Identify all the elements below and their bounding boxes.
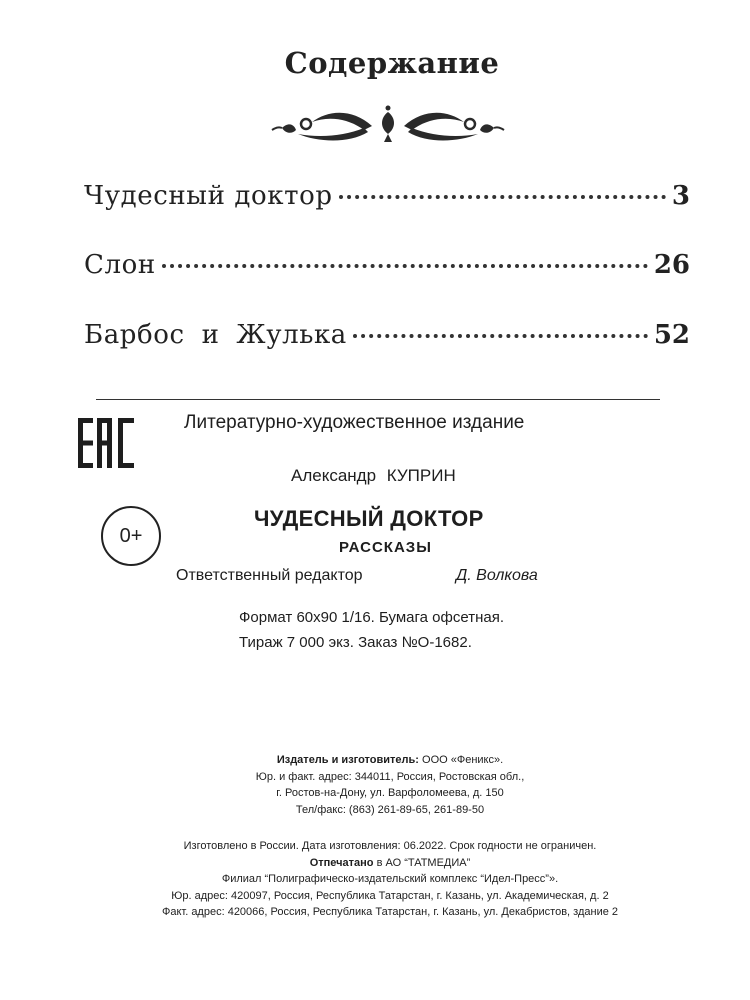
toc-dot-leader	[339, 195, 666, 199]
book-author: Александр КУПРИН	[291, 466, 456, 485]
print-run: Тираж 7 000 экз. Заказ №О-1682.	[239, 634, 472, 651]
publisher-address-1: Юр. и факт. адрес: 344011, Россия, Ростовская обл.,	[255, 770, 525, 783]
publisher-phone: Тел/факс: (863) 261-89-65, 261-89-50	[295, 803, 485, 816]
edition-genre: Литературно-художественное издание	[184, 412, 525, 433]
printer-name: в АО “ТАТМЕДИА”	[376, 856, 471, 869]
toc-entry-page: 26	[653, 250, 690, 280]
manufacture-date-line: Изготовлено в России. Дата изготовления: 06.2022. Срок годности не ограничен.	[183, 840, 597, 852]
publisher-info	[110, 752, 670, 818]
editor-name: Д. Волкова	[456, 567, 538, 584]
book-subtitle: РАССКАЗЫ	[339, 539, 432, 556]
eac-mark-icon	[78, 418, 138, 468]
divider-rule	[96, 399, 660, 400]
toc-entry-title: Чудесный доктор	[84, 181, 333, 211]
printer-legal-address: Юр. адрес: 420097, Россия, Республика Татарстан, г. Казань, ул. Академическая, д. 2	[171, 889, 609, 902]
toc-entry	[84, 181, 690, 221]
manufacture-info	[110, 838, 670, 921]
toc-dot-leader	[353, 334, 648, 338]
contents-heading: Содержание	[284, 46, 500, 80]
toc-dot-leader	[162, 264, 648, 268]
toc-entry-title: Слон	[84, 250, 156, 280]
printer-actual-address: Факт. адрес: 420066, Россия, Республика Татарстан, г. Казань, ул. Декабристов, здание 2	[161, 906, 619, 918]
publisher-label: Издатель и изготовитель:	[276, 754, 419, 766]
publisher-address-2: г. Ростов-на-Дону, ул. Варфоломеева, д. 150	[276, 787, 504, 799]
book-title: ЧУДЕСНЫЙ ДОКТОР	[254, 506, 484, 531]
toc-entry	[84, 250, 690, 290]
toc-entry-page: 3	[671, 181, 690, 211]
publisher-line	[110, 752, 670, 769]
editor-label: Ответственный редактор	[176, 567, 363, 584]
age-rating-badge: 0+	[101, 506, 161, 566]
printer-line	[110, 855, 670, 872]
publisher-name: ООО «Феникс».	[422, 754, 504, 766]
printed-label: Отпечатано	[309, 856, 374, 869]
print-format: Формат 60х90 1/16. Бумага офсетная.	[239, 609, 504, 626]
toc-entry-page: 52	[653, 320, 690, 350]
toc-entry-title: Барбос и Жулька	[84, 320, 347, 350]
printer-branch: Филиал “Полиграфическо-издательский комплекс “Идел-Пресс”».	[221, 873, 559, 885]
floral-ornament-icon	[268, 104, 508, 148]
toc-entry	[84, 320, 690, 360]
